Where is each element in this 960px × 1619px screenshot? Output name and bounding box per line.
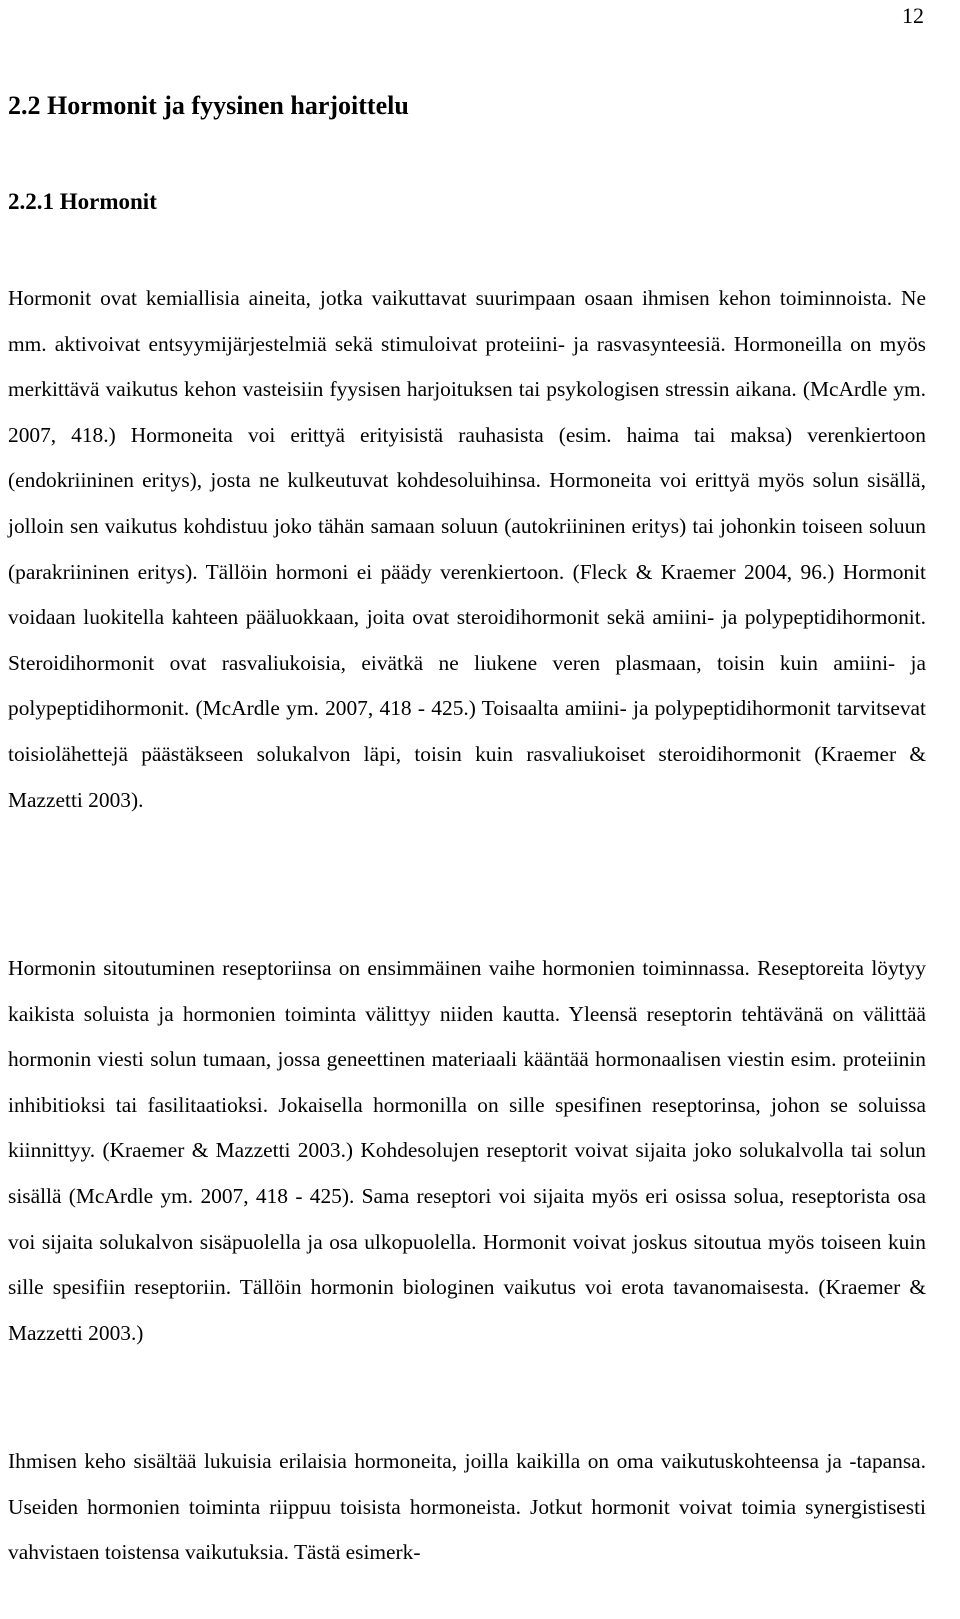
page-number: 12 bbox=[902, 3, 924, 28]
paragraph-hormones-definition: Hormonit ovat kemiallisia aineita, jotka vaikuttavat suurimpaan osaan ihmisen kehon toiminnoista. Ne mm. aktivoivat entsyymijärjestelmiä sekä stimuloivat proteiini- ja rasvasynteesiä. Hormoneilla on myös merkittävä vaikutus kehon vasteisiin fyysisen harjoituksen tai psykologisen stressin aikana. (McArdle ym. 2007, 418.) Hormoneita voi erittyä erityisistä rauhasista (esim. haima tai maksa) verenkiertoon (endokriininen eritys), josta ne kulkeutuvat kohdesoluihinsa. Hormoneita voi erittyä myös solun sisällä, jolloin sen vaikutus kohdistuu joko tähän samaan soluun (autokriininen eritys) tai johonkin toiseen soluun (parakriininen eritys). Tällöin hormoni ei päädy verenkiertoon. (Fleck & Kraemer 2004, 96.) Hormonit voidaan luokitella kahteen pääluokkaan, joita ovat steroidihormonit sekä amiini- ja polypeptidihormonit. Steroidihormonit ovat rasvaliukoisia, eivätkä ne liukene veren plasmaan, toisin kuin amiini- ja polypeptidihormonit. (McArdle ym. 2007, 418 - 425.) Toisaalta amiini- ja polypeptidihormonit tarvitsevat toisiolähettejä päästäkseen solukalvon läpi, toisin kuin rasvaliukoiset steroidihormonit (Kraemer & Mazzetti 2003). bbox=[8, 286, 926, 812]
paragraph-hormone-interactions: Ihmisen keho sisältää lukuisia erilaisia hormoneita, joilla kaikilla on oma vaikutuskohteensa ja -tapansa. Useiden hormonien toiminta riippuu toisista hormoneista. Jotkut hormonit voivat toimia synergistisesti vahvistaen toistensa vaikutuksia. Tästä esimerk- bbox=[8, 1449, 926, 1565]
subsection-heading: 2.2.1 Hormonit bbox=[8, 189, 157, 214]
paragraph-hormone-receptors: Hormonin sitoutuminen reseptoriinsa on ensimmäinen vaihe hormonien toiminnassa. Reseptoreita löytyy kaikista soluista ja hormonien toiminta välittyy niiden kautta. Yleensä reseptorin tehtävänä on välittää hormonin viesti solun tumaan, jossa geneettinen materiaali kääntää hormonaalisen viestin esim. proteiinin inhibitioksi tai fasilitaatioksi. Jokaisella hormonilla on sille spesifinen reseptorinsa, johon se soluissa kiinnittyy. (Kraemer & Mazzetti 2003.) Kohdesolujen reseptorit voivat sijaita joko solukalvolla tai solun sisällä (McArdle ym. 2007, 418 - 425). Sama reseptori voi sijaita myös eri osissa solua, reseptorista osa voi sijaita solukalvon sisäpuolella ja osa ulkopuolella. Hormonit voivat joskus sitoutua myös toiseen kuin sille spesifiin reseptoriin. Tällöin hormonin biologinen vaikutus voi erota tavanomaisesta. (Kraemer & Mazzetti 2003.) bbox=[8, 956, 926, 1345]
section-heading: 2.2 Hormonit ja fyysinen harjoittelu bbox=[8, 91, 409, 120]
